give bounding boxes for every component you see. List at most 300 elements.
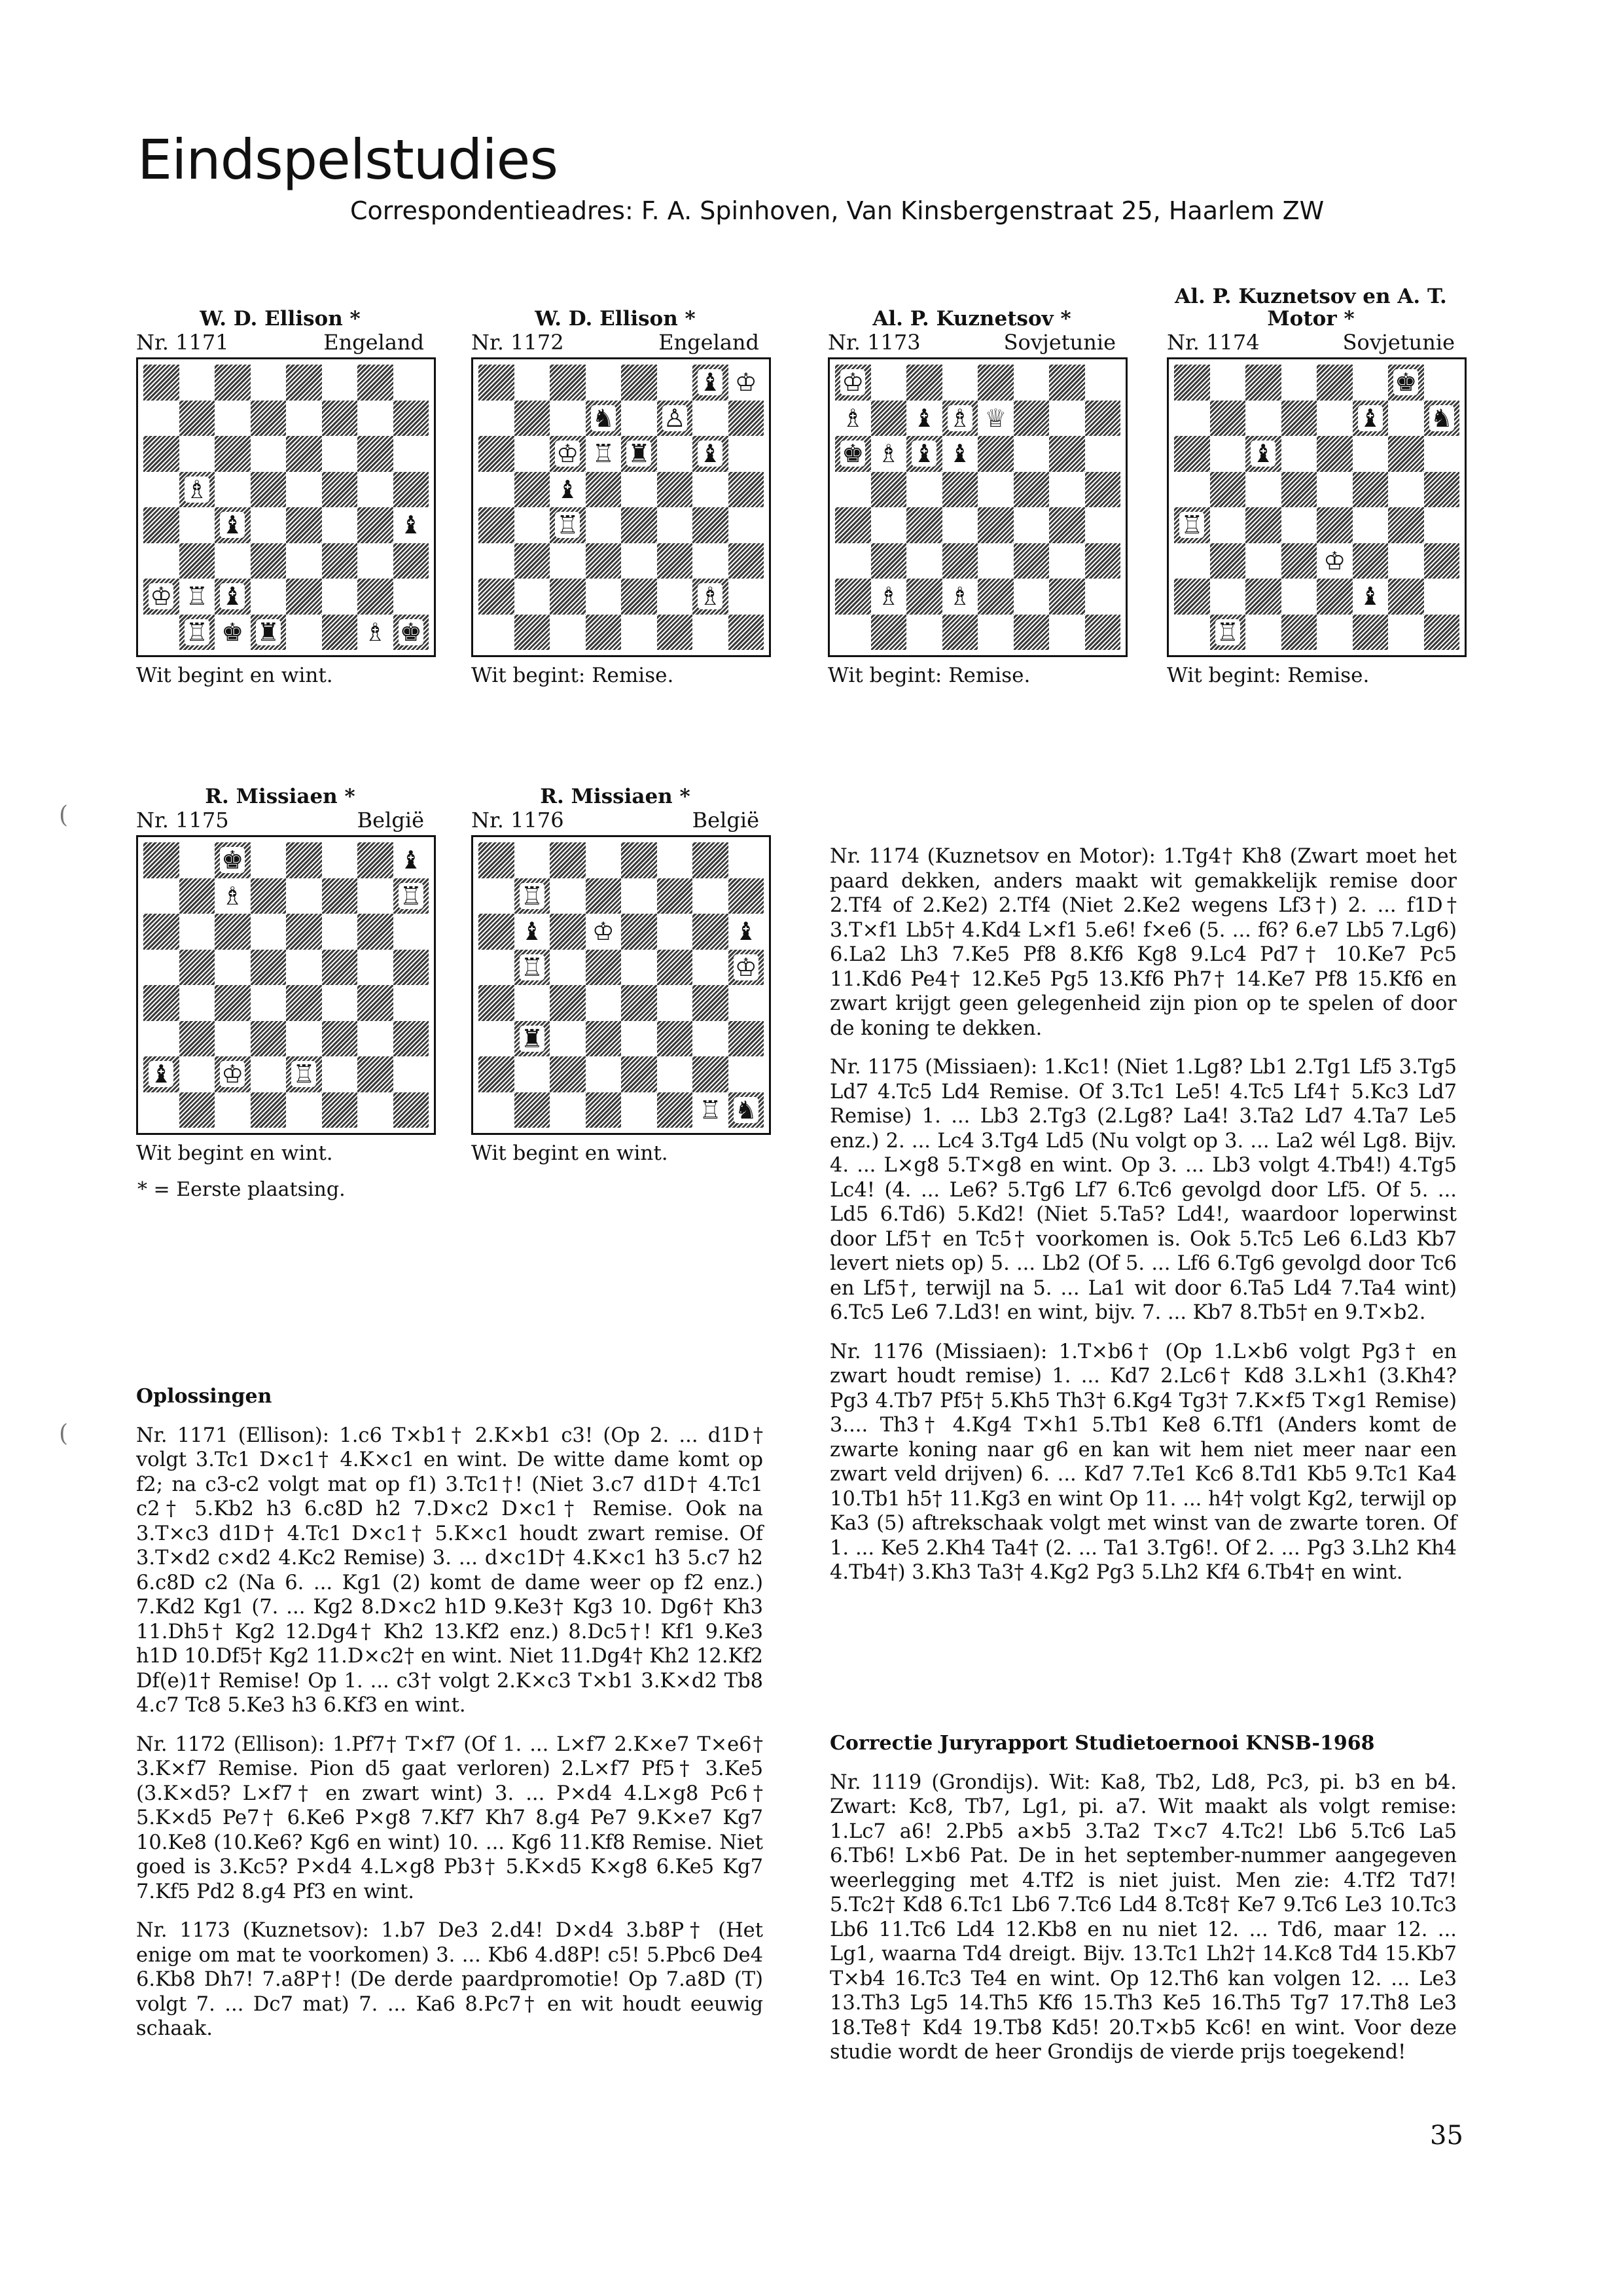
board-square [251, 842, 287, 878]
solution-1172: Nr. 1172 (Ellison): 1.Pf7† T×f7 (Of 1. ... L×f7 2.K×e7 T×e6† 3.K×f7 Remise. Pion d5 gaat verloren) 2.L×f7 Pf5† 3.Ke5 (3.K×d5? L×f7† en zwart wint) 3. ... P×d4 4.L×g8 Pc6† 5.K×d5 Pe7† 6.Ke6 P×g8 7.Kf7 Kh7 8.g4 Pe7 9.K×e7 Kg7 10.Ke8 (10.Ke6? Kg6 en wint) 10. ... Kg6 11.Kf8 Remise. Niet goed is 3.Kc5? P×d4 4.L×g8 Pb3† 5.K×d5 K×g8 6.Ke5 Kg7 7.Kf5 Pd2 8.g4 Pf3 en wint. [136, 1732, 763, 1903]
board-square [179, 401, 215, 437]
chess-piece: ♖ [520, 952, 543, 982]
board-square [978, 472, 1014, 508]
board-square [143, 472, 179, 508]
board-square [357, 507, 393, 543]
chess-piece: ♔ [592, 917, 615, 946]
board-square [1353, 472, 1389, 508]
board-square [657, 543, 693, 579]
board-square [692, 615, 728, 651]
board-square [1210, 436, 1246, 472]
board-square [978, 615, 1014, 651]
diagram-composer: R. Missiaen * [540, 785, 690, 808]
board-square [1085, 543, 1121, 579]
page-number: 35 [1430, 2121, 1463, 2151]
correction-heading: Correctie Juryrapport Studietoernooi KNSB-1968 [830, 1732, 1375, 1755]
board-square [1014, 507, 1050, 543]
board-square [1388, 401, 1424, 437]
board-square [215, 914, 251, 950]
board-square [143, 365, 179, 401]
board-square [1317, 401, 1353, 437]
board-square [357, 985, 393, 1021]
chess-board [136, 835, 436, 1135]
board-square [478, 436, 514, 472]
board-square [871, 401, 907, 437]
board-square [251, 579, 287, 615]
board-square [1281, 615, 1317, 651]
board-square [478, 401, 514, 437]
board-square [586, 1021, 622, 1057]
board-square [978, 543, 1014, 579]
board-square [906, 507, 942, 543]
board-square [1245, 507, 1281, 543]
board-square [621, 507, 657, 543]
board-square [550, 842, 586, 878]
board-square [586, 1056, 622, 1092]
chess-board [471, 357, 771, 657]
board-square [871, 543, 907, 579]
board-square [143, 507, 179, 543]
chess-piece: ♚ [221, 846, 244, 875]
board-square [286, 507, 322, 543]
board-square [179, 579, 215, 615]
chess-piece: ♖ [556, 511, 579, 540]
board-square [1014, 579, 1050, 615]
board-square [286, 914, 322, 950]
board-square [978, 365, 1014, 401]
board-square [1424, 579, 1460, 615]
board-square [393, 1021, 429, 1057]
chess-piece: ♖ [399, 881, 422, 910]
board-square [357, 1021, 393, 1057]
board-square [215, 950, 251, 986]
board-square [393, 365, 429, 401]
board-square [1210, 365, 1246, 401]
board-square [1317, 579, 1353, 615]
board-square [1424, 365, 1460, 401]
board-square [1353, 436, 1389, 472]
board-square [393, 472, 429, 508]
board-square [586, 579, 622, 615]
board-square [550, 1056, 586, 1092]
board-square [550, 985, 586, 1021]
chess-piece: ♝ [948, 439, 971, 469]
board-square [621, 1056, 657, 1092]
board-square [215, 615, 251, 651]
board-square [728, 1021, 764, 1057]
board-square [1085, 472, 1121, 508]
board-square [1049, 401, 1085, 437]
board-square [1014, 365, 1050, 401]
board-square [550, 950, 586, 986]
board-square [478, 579, 514, 615]
board-square [514, 1092, 550, 1128]
board-square [586, 985, 622, 1021]
correspondence-address: Correspondentieadres: F. A. Spinhoven, Van Kinsbergenstraat 25, Haarlem ZW [350, 196, 1325, 225]
board-square [728, 543, 764, 579]
chess-piece: ♝ [1252, 439, 1275, 469]
chess-piece: ♝ [399, 846, 422, 875]
board-square [286, 1056, 322, 1092]
board-square [906, 543, 942, 579]
board-square [550, 543, 586, 579]
board-square [251, 1092, 287, 1128]
board-square [1388, 365, 1424, 401]
margin-mark: ( [59, 802, 69, 829]
chess-piece: ♗ [877, 439, 900, 469]
board-square [1174, 615, 1210, 651]
board-square [692, 543, 728, 579]
board-square [657, 1092, 693, 1128]
board-square [251, 1021, 287, 1057]
chess-piece: ♔ [1323, 546, 1346, 575]
board-square [621, 436, 657, 472]
diagram-1175 [136, 785, 424, 1165]
board-square [1174, 543, 1210, 579]
chess-piece: ♜ [520, 1024, 543, 1053]
board-square [357, 914, 393, 950]
board-square [286, 615, 322, 651]
board-square [251, 543, 287, 579]
chess-piece: ♗ [877, 582, 900, 611]
board-square [357, 1092, 393, 1128]
chess-piece: ♖ [699, 1095, 722, 1124]
board-square [586, 914, 622, 950]
board-square [1353, 579, 1389, 615]
board-square [179, 472, 215, 508]
board-square [586, 615, 622, 651]
diagram-number: Nr. 1171 [136, 330, 229, 355]
board-square [871, 507, 907, 543]
board-square [621, 543, 657, 579]
board-square [1388, 579, 1424, 615]
board-square [942, 507, 978, 543]
board-square [906, 436, 942, 472]
board-square [393, 436, 429, 472]
board-square [835, 436, 871, 472]
board-square [514, 985, 550, 1021]
board-square [393, 985, 429, 1021]
board-square [514, 1021, 550, 1057]
board-square [1317, 615, 1353, 651]
diagram-country: België [357, 808, 424, 833]
board-square [1245, 543, 1281, 579]
board-square [393, 842, 429, 878]
board-square [286, 401, 322, 437]
board-square [322, 878, 358, 914]
chess-piece: ♗ [948, 403, 971, 433]
board-square [621, 401, 657, 437]
diagram-1172 [471, 308, 759, 687]
board-square [143, 1092, 179, 1128]
board-square [478, 1056, 514, 1092]
chess-board [1167, 357, 1467, 657]
board-square [286, 878, 322, 914]
board-square [1388, 507, 1424, 543]
board-square [835, 507, 871, 543]
board-square [1281, 365, 1317, 401]
board-square [251, 401, 287, 437]
board-square [586, 543, 622, 579]
board-square [942, 401, 978, 437]
diagram-country: België [692, 808, 759, 833]
board-square [1353, 365, 1389, 401]
board-square [478, 1092, 514, 1128]
board-square [215, 878, 251, 914]
board-square [143, 543, 179, 579]
board-square [692, 472, 728, 508]
board-square [871, 436, 907, 472]
footnote-first-publication: * = Eerste plaatsing. [137, 1178, 346, 1201]
left-column [136, 1384, 763, 2056]
board-square [835, 472, 871, 508]
board-square [179, 365, 215, 401]
board-square [621, 950, 657, 986]
board-square [322, 1056, 358, 1092]
board-square [514, 543, 550, 579]
board-square [514, 878, 550, 914]
board-square [728, 472, 764, 508]
board-square [550, 1021, 586, 1057]
board-square [586, 842, 622, 878]
board-square [1085, 365, 1121, 401]
board-square [835, 615, 871, 651]
board-square [657, 579, 693, 615]
diagram-1174 [1167, 285, 1455, 687]
board-square [1085, 615, 1121, 651]
board-square [357, 579, 393, 615]
board-square [1388, 543, 1424, 579]
board-square [586, 472, 622, 508]
board-square [215, 543, 251, 579]
diagram-country: Sovjetunie [1342, 330, 1455, 355]
diagram-number: Nr. 1176 [471, 808, 564, 833]
board-square [215, 1021, 251, 1057]
board-square [179, 507, 215, 543]
board-square [286, 579, 322, 615]
board-square [550, 472, 586, 508]
board-square [1174, 472, 1210, 508]
diagram-composer: W. D. Ellison * [200, 307, 361, 331]
solution-1173: Nr. 1173 (Kuznetsov): 1.b7 De3 2.d4! D×d4 3.b8P† (Het enige om mat te voorkomen) 3. ... Kb6 4.d8P! c5! 5.Pbc6 De4 6.Kb8 Dh7! 7.a8P†! (De derde paardpromotie! Op 7.a8D (T) volgt 7. ... Dc7 mat) 7. ... Ka6 8.Pc7† en wit houdt eeuwig schaak. [136, 1919, 763, 2040]
board-square [251, 436, 287, 472]
board-square [871, 472, 907, 508]
board-square [478, 615, 514, 651]
board-square [1085, 507, 1121, 543]
solution-1175: Nr. 1175 (Missiaen): 1.Kc1! (Niet 1.Lg8? Lb1 2.Tg1 Lf5 3.Tg5 Ld7 4.Tc5 Ld4 Remise. Of 3.Tc1 Le5! 4.Tc5 Lf4† 5.Kc3 Ld7 Remise) 1. ... Lb3 2.Tg3 (2.Lg8? La4! 3.Ta2 Ld7 4.Ta7 Le5 enz.) 2. ... Lc4 3.Tg4 Ld5 (Nu volgt op 3. ... La2 wél Lg8. Bijv. 4. ... L×g8 5.T×g8 en wint. Op 3. ... Lb3 volgt 4.Tb4!) 4.Tg5 Lc4! (4. ... Le6? 5.Tg6 Lf7 6.Tc6 gevolgd door Lf5. Of 5. ... Ld5 6.Td6) 5.Kd2! (Niet 5.Ta5? Ld4!, waardoor loperwinst door Lf5† en Tc5† voorkomen is. Ook 5.Tc5 Le6 6.Ld3 Kb7 levert niets op) 5. ... Lb2 (Of 5. ... Lf6 6.Tg6 gevolgd door Tc6 en Lf5†, terwijl na 5. ... La1 wit door 6.Ta5 Ld4 7.Ta4 wint) 6.Tc5 Le6 7.Ld3! en wint, bijv. 7. ... Kb7 8.Tb5† en 9.T×b2. [830, 1056, 1457, 1324]
board-square [357, 401, 393, 437]
board-square [1174, 401, 1210, 437]
board-square [586, 365, 622, 401]
board-square [143, 842, 179, 878]
board-square [251, 985, 287, 1021]
board-square [621, 615, 657, 651]
board-square [215, 1092, 251, 1128]
board-square [322, 401, 358, 437]
solution-1171: Nr. 1171 (Ellison): 1.c6 T×b1† 2.K×b1 c3! (Op 2. ... d1D† volgt 3.Tc1 D×c1† 4.K×c1 en wint. De witte dame komt op f2; na c3-c2 volgt mat op f1) 3.Tc1†! (Niet 3.c7 d1D† 4.Tc1 c2† 5.Kb2 h3 6.c8D h2 7.D×c2 D×c1† Remise. Ook na 3.T×c3 d1D† 4.Tc1 D×c1† 5.K×c1 houdt zwart remise. Of 3.T×d2 c×d2 4.Kc2 Remise) 3. ... d×c1D† 4.K×c1 h3 5.c7 h2 6.c8D c2 (Na 6. ... Kg1 (2) komt de dame weer op f2 enz.) 7.Kd2 Kg1 (7. ... Kg2 8.D×c2 h1D 9.Ke3† Kg3 10. Dg6† Kh3 11.Dh5† Kg2 12.Dg4† Kh2 13.Kf2 enz.) 8.Dc5†! Kf1 9.Ke3 h1D 10.Df5† Kg2 11.D×c2† en wint. Niet 11.Dg4† Kh2 12.Kf2 Df(e)1† Remise! Op 1. ... c3† volgt 2.K×c3 T×b1 3.K×d2 Tb8 4.c7 Tc8 5.Ke3 h3 6.Kf3 en wint. [136, 1424, 763, 1717]
board-square [657, 1056, 693, 1092]
board-square [871, 365, 907, 401]
chess-piece: ♔ [221, 1060, 244, 1089]
diagram-number: Nr. 1173 [828, 330, 921, 355]
board-square [1281, 436, 1317, 472]
board-square [1049, 615, 1085, 651]
chess-piece: ♞ [1430, 403, 1453, 433]
chess-piece: ♚ [842, 439, 865, 469]
board-square [143, 914, 179, 950]
diagram-1173 [828, 308, 1116, 687]
board-square [478, 1021, 514, 1057]
chess-board [136, 357, 436, 657]
board-square [251, 472, 287, 508]
diagram-caption: Wit begint en wint. [136, 1141, 333, 1165]
chess-piece: ♝ [556, 475, 579, 504]
board-square [514, 950, 550, 986]
board-square [728, 1056, 764, 1092]
chess-piece: ♗ [948, 582, 971, 611]
board-square [1424, 543, 1460, 579]
board-square [251, 365, 287, 401]
chess-piece: ♗ [364, 617, 387, 647]
board-square [478, 365, 514, 401]
chess-piece: ♙ [663, 403, 686, 433]
chess-piece: ♜ [257, 617, 279, 647]
right-column [830, 844, 1457, 1600]
board-square [1014, 401, 1050, 437]
board-square [357, 950, 393, 986]
board-square [251, 507, 287, 543]
board-square [179, 1092, 215, 1128]
board-square [728, 950, 764, 986]
board-square [1014, 472, 1050, 508]
board-square [942, 436, 978, 472]
board-square [393, 1056, 429, 1092]
board-square [143, 985, 179, 1021]
board-square [1174, 365, 1210, 401]
board-square [215, 436, 251, 472]
board-square [1245, 436, 1281, 472]
diagram-composer: Al. P. Kuznetsov en A. T. Motor * [1175, 285, 1447, 331]
board-square [835, 543, 871, 579]
board-square [357, 1056, 393, 1092]
board-square [1049, 472, 1085, 508]
board-square [1210, 401, 1246, 437]
board-square [322, 365, 358, 401]
board-square [621, 365, 657, 401]
board-square [357, 365, 393, 401]
board-square [657, 436, 693, 472]
board-square [179, 1021, 215, 1057]
diagram-caption: Wit begint: Remise. [1167, 664, 1370, 687]
chess-piece: ♖ [1216, 617, 1239, 647]
board-square [322, 950, 358, 986]
board-square [621, 878, 657, 914]
board-square [728, 615, 764, 651]
board-square [692, 914, 728, 950]
board-square [942, 615, 978, 651]
chess-piece: ♗ [185, 475, 208, 504]
board-square [1085, 579, 1121, 615]
diagram-country: Engeland [658, 330, 759, 355]
board-square [143, 1056, 179, 1092]
board-square [322, 543, 358, 579]
board-square [906, 615, 942, 651]
chess-piece: ♕ [984, 403, 1007, 433]
board-square [728, 436, 764, 472]
board-square [393, 1092, 429, 1128]
board-square [393, 914, 429, 950]
board-square [1424, 436, 1460, 472]
board-square [1210, 579, 1246, 615]
diagram-composer: W. D. Ellison * [535, 307, 696, 331]
board-square [586, 1092, 622, 1128]
board-square [657, 615, 693, 651]
chess-piece: ♝ [699, 439, 722, 469]
board-square [1424, 507, 1460, 543]
board-square [1245, 615, 1281, 651]
board-square [978, 436, 1014, 472]
chess-piece: ♗ [699, 582, 722, 611]
board-square [1353, 543, 1389, 579]
board-square [1281, 507, 1317, 543]
board-square [251, 914, 287, 950]
board-square [514, 401, 550, 437]
board-square [1424, 615, 1460, 651]
board-square [621, 1021, 657, 1057]
board-square [1210, 472, 1246, 508]
board-square [215, 842, 251, 878]
board-square [728, 878, 764, 914]
chess-piece: ♖ [185, 582, 208, 611]
board-square [357, 878, 393, 914]
board-square [657, 950, 693, 986]
board-square [728, 1092, 764, 1128]
board-square [657, 914, 693, 950]
board-square [692, 842, 728, 878]
chess-piece: ♝ [520, 917, 543, 946]
margin-mark: ( [59, 1420, 69, 1447]
board-square [215, 1056, 251, 1092]
board-square [322, 842, 358, 878]
chess-piece: ♝ [913, 439, 936, 469]
board-square [586, 401, 622, 437]
board-square [393, 543, 429, 579]
solution-1176: Nr. 1176 (Missiaen): 1.T×b6† (Op 1.L×b6 volgt Pg3† en zwart houdt remise) 1. ... Kd7 2.Lc6† Kd8 3.L×h1 (3.Kh4? Pg3 4.Tb7 Pf5† 5.Kh5 Th3† 6.Kg4 Tg3† 7.K×f5 T×g1 Remise) 3.... Th3† 4.Kg4 T×h1 5.Tb1 Ke8 6.Tf1 (Anders komt de zwarte koning naar g6 en kan wit hem niet meer naar een zwart veld drijven) 6. ... Kd7 7.Te1 Kc6 8.Td1 Kb5 9.Tc1 Ka4 10.Tb1 h5† 11.Kg3 en wint Op 11. ... h4† volgt Kg2, terwijl op Ka3 (5) aftrekschaak volgt met winst van de zwarte toren. Of 1. ... Ke5 2.Kh4 Ta4† (2. ... Ta1 3.Tg6!. Of 2. ... Pg3 3.Lh2 Kh4 4.Tb4†) 3.Kh3 Ta3† 4.Kg2 Pg3 5.Lh2 Kf4 6.Tb4† en wint. [830, 1340, 1457, 1584]
board-square [357, 842, 393, 878]
board-square [357, 436, 393, 472]
board-square [1245, 472, 1281, 508]
board-square [728, 914, 764, 950]
board-square [621, 914, 657, 950]
board-square [1210, 543, 1246, 579]
board-square [692, 436, 728, 472]
chess-piece: ♝ [150, 1060, 173, 1089]
board-square [251, 615, 287, 651]
board-square [478, 985, 514, 1021]
chess-piece: ♚ [221, 617, 244, 647]
board-square [179, 436, 215, 472]
board-square [550, 365, 586, 401]
board-square [286, 543, 322, 579]
board-square [179, 543, 215, 579]
diagram-country: Engeland [323, 330, 424, 355]
board-square [286, 472, 322, 508]
board-square [322, 1021, 358, 1057]
board-square [179, 615, 215, 651]
board-square [478, 507, 514, 543]
chess-piece: ♜ [628, 439, 651, 469]
board-square [143, 579, 179, 615]
